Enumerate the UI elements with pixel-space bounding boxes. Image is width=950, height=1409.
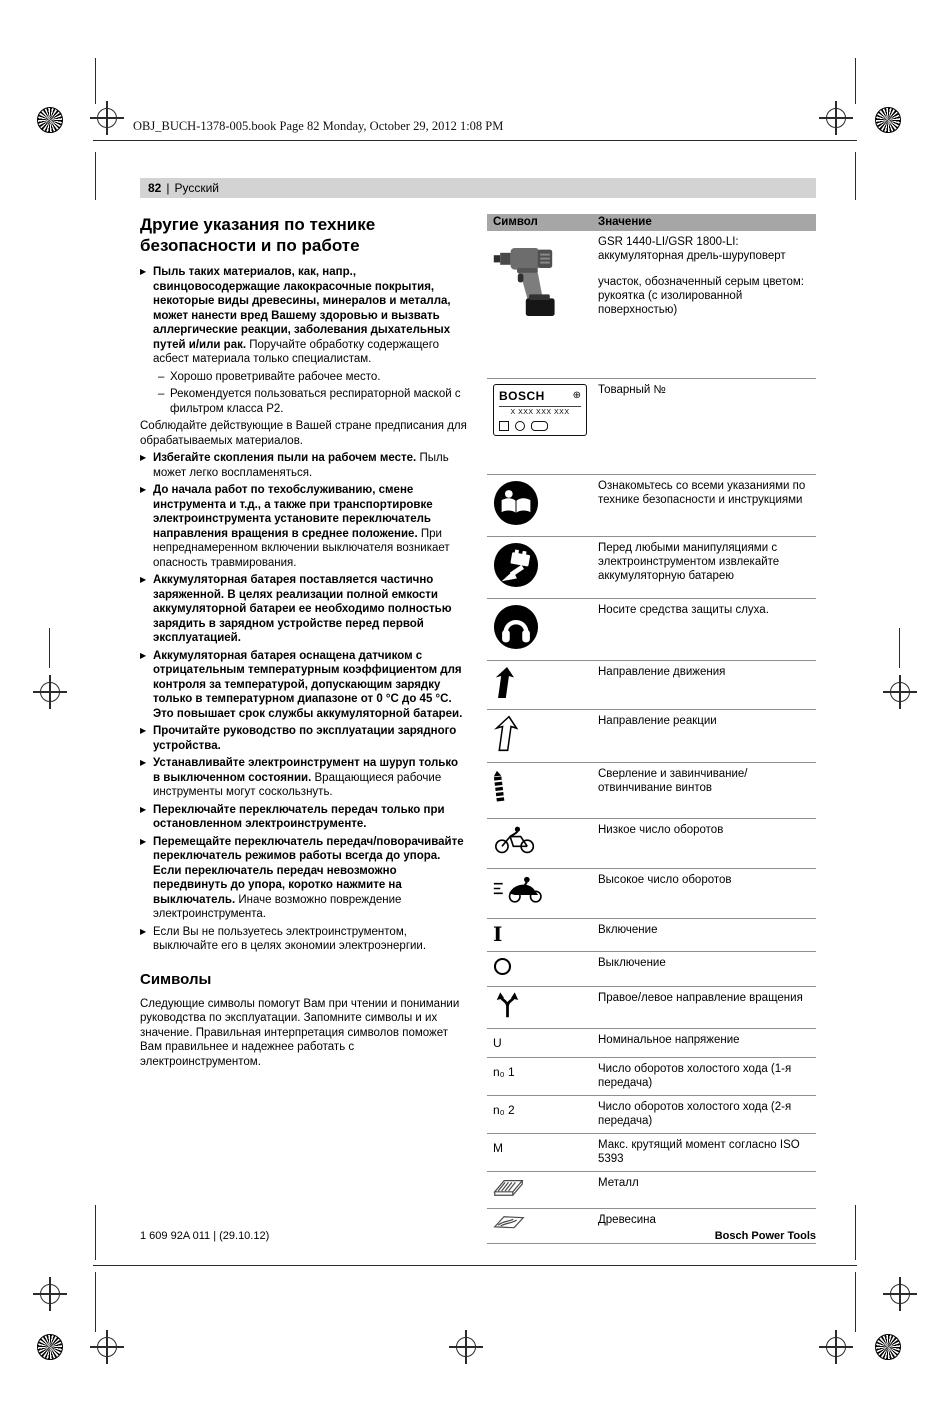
crop-line	[93, 140, 857, 141]
meaning-text: Носите средства защиты слуха.	[598, 604, 769, 616]
symbol-cell	[487, 1058, 598, 1095]
table-header-meaning: Значение	[598, 216, 652, 228]
page-header	[140, 178, 816, 198]
arrow-solid-icon	[493, 686, 517, 703]
meaning-cell	[598, 379, 816, 474]
meaning-cell	[598, 869, 816, 918]
remove-battery-icon	[493, 575, 539, 592]
registration-target-icon	[449, 1330, 483, 1364]
safety-item-text: Избегайте скопления пыли на рабочем месте. Пыль может легко воспламеняться.	[153, 452, 449, 479]
crop-line	[93, 1265, 857, 1266]
bullet-marker-icon: ▶	[140, 836, 147, 846]
meaning-cell	[598, 1029, 816, 1057]
safety-item-text: Аккумуляторная батарея поставляется частично заряженной. В целях реализации полной емкости аккумуляторной батареи ее необходимо полностью зарядить в зарядном устройстве перед первой эксплуатацией.	[153, 574, 452, 644]
page-header-separator: |	[166, 181, 170, 195]
meaning-cell	[598, 919, 816, 951]
meaning-text: Сверление и завинчивание/отвинчивание винтов	[598, 768, 748, 794]
circle-icon	[515, 421, 525, 431]
registration-pinwheel-icon	[875, 1334, 901, 1360]
registration-pinwheel-icon	[875, 107, 901, 133]
registration-target-icon	[90, 1330, 124, 1364]
registration-target-icon	[819, 101, 853, 135]
meaning-cell	[598, 1058, 816, 1095]
motorcycle-fast-icon	[493, 890, 543, 907]
meaning-text: Включение	[598, 924, 658, 936]
symbol-cell	[487, 987, 598, 1028]
serial-number: X XXX XXX XXX	[499, 406, 581, 416]
crop-line	[899, 628, 900, 668]
meaning-text: GSR 1440-LI/GSR 1800-LI: аккумуляторная дрель-шуруповерт	[598, 236, 786, 262]
crop-line	[855, 58, 856, 104]
crop-line	[95, 58, 96, 104]
symbol-text: I	[493, 922, 503, 946]
crop-line	[855, 1205, 856, 1260]
symbol-cell	[487, 710, 598, 762]
safety-item-text: До начала работ по техобслуживанию, смене инструмента и т.д., а также при транспортировке электроинструмента установите переключатель направления вращения в среднее положение. При непреднамеренном включении выключателя возникает опасность травмирования.	[153, 484, 450, 569]
registration-pinwheel-icon	[37, 107, 63, 133]
meaning-text: Направление реакции	[598, 715, 717, 727]
symbol-text: n₀ 2	[493, 1103, 515, 1117]
symbol-row	[487, 475, 816, 537]
symbol-row	[487, 1172, 816, 1209]
meaning-cell	[598, 710, 816, 762]
registration-target-icon	[883, 675, 917, 709]
symbol-cell	[487, 599, 598, 660]
safety-item	[140, 451, 468, 480]
safety-item	[140, 387, 468, 416]
safety-item-text: Пыль таких материалов, как, напр., свинцовосодержащие лакокрасочные покрытия, некоторые виды древесины, минералов и металла, может нанести вред Вашему здоровью и вызвать аллергические реакции, заболевания дыхательных путей и/или рак. Поручайте обработку содержащего асбест материала только специалистам.	[153, 266, 451, 365]
safety-item-text: Устанавливайте электроинструмент на шуруп только в выключенном состоянии. Вращающиеся рабочие инструменты могут соскользнуть.	[153, 757, 458, 798]
brand-footer: Bosch Power Tools	[714, 1230, 816, 1242]
page-number: 82	[148, 181, 162, 195]
meaning-text: Товарный №	[598, 384, 666, 396]
symbol-cell	[487, 231, 598, 378]
bicycle-slow-icon	[493, 841, 537, 858]
rounded-rect-icon	[531, 421, 548, 431]
left-column	[140, 214, 468, 1069]
safety-item	[140, 803, 468, 832]
symbol-cell	[487, 1029, 598, 1057]
safety-item	[140, 370, 468, 385]
metal-icon	[493, 1185, 524, 1202]
meaning-text: Правое/левое направление вращения	[598, 992, 803, 1004]
symbol-row	[487, 599, 816, 661]
meaning-cell	[598, 475, 816, 536]
safety-item	[140, 419, 468, 448]
rotation-y-icon	[493, 1005, 522, 1022]
symbol-row	[487, 819, 816, 869]
symbol-row	[487, 763, 816, 819]
symbols-intro: Следующие символы помогут Вам при чтении и понимании руководства по эксплуатации. Запомните символы и их значение. Правильная интерпретация символов поможет Вам правильнее и надежнее работать с электроинструментом.	[140, 997, 460, 1068]
meaning-cell	[598, 1096, 816, 1133]
type-plate	[493, 384, 587, 436]
meaning-text: Перед любыми манипуляциями с электроинструментом извлекайте аккумуляторную батарею	[598, 542, 780, 582]
bullet-marker-icon: ▶	[140, 650, 147, 660]
meaning-text: Выключение	[598, 957, 666, 969]
symbol-row	[487, 661, 816, 710]
registration-target-icon	[819, 1330, 853, 1364]
safety-item	[140, 649, 468, 722]
safety-item-text: Если Вы не пользуетесь электроинструментом, выключайте его в целях экономии электроэнергии.	[153, 925, 427, 952]
safety-item-text: Соблюдайте действующие в Вашей стране предписания для обрабатываемых материалов.	[140, 420, 467, 447]
bullet-marker-icon: ▶	[140, 267, 147, 276]
registration-target-icon	[33, 1277, 67, 1311]
symbol-cell	[487, 1096, 598, 1133]
meaning-cell	[598, 952, 816, 986]
crop-line	[49, 628, 50, 668]
meaning-cell	[598, 231, 816, 378]
symbol-cell	[487, 919, 598, 951]
symbol-row	[487, 231, 816, 379]
safety-item	[140, 835, 468, 922]
bullet-marker-icon: ▶	[140, 485, 147, 494]
symbols-table	[487, 214, 816, 1244]
bullet-marker-icon: ▶	[140, 758, 147, 767]
arrow-outline-icon	[493, 739, 519, 756]
meaning-text: Номинальное напряжение	[598, 1034, 740, 1046]
safety-item-text: Рекомендуется пользоваться респираторной маской с фильтром класса P2.	[170, 388, 461, 415]
symbol-row	[487, 537, 816, 599]
bullet-marker-icon: ▶	[140, 926, 147, 936]
safety-item-text: Аккумуляторная батарея оснащена датчиком с отрицательным температурным коэффициентом для контроля за температурой, допускающим зарядку только в температурном диапазоне от 0 °C до 45 °C. Это повышает срок службы аккумуляторной батареи.	[153, 649, 463, 720]
safety-list	[140, 265, 468, 954]
bullet-marker-icon: ▶	[140, 575, 147, 584]
meaning-text: Высокое число оборотов	[598, 874, 732, 886]
drill-icon	[493, 307, 557, 324]
safety-item	[140, 756, 468, 800]
meaning-cell	[598, 599, 816, 660]
bullet-marker-icon: ▶	[140, 804, 147, 814]
circle-o-icon	[493, 963, 512, 980]
symbol-cell	[487, 661, 598, 709]
page-language: Русский	[174, 181, 220, 195]
symbol-row	[487, 952, 816, 987]
symbol-row	[487, 919, 816, 952]
symbol-cell	[487, 1134, 598, 1171]
symbol-cell	[487, 537, 598, 598]
symbol-text: n₀ 1	[493, 1065, 515, 1079]
crop-line	[95, 1272, 96, 1332]
bullet-marker-icon: ▶	[140, 453, 147, 462]
ear-protection-icon	[493, 637, 539, 654]
page-footer	[140, 1230, 816, 1242]
meaning-cell	[598, 819, 816, 868]
brand-text: BOSCH	[499, 389, 545, 403]
page-content	[140, 178, 816, 1244]
symbol-row	[487, 1058, 816, 1096]
drill-bit-icon	[493, 795, 505, 812]
symbol-text: U	[493, 1036, 502, 1050]
symbol-row	[487, 1096, 816, 1134]
safety-item	[140, 483, 468, 570]
symbol-cell	[487, 869, 598, 918]
symbol-row	[487, 987, 816, 1029]
safety-item-text: Прочитайте руководство по эксплуатации зарядного устройства.	[153, 725, 457, 752]
crop-line	[95, 1205, 96, 1260]
dash-marker-icon: –	[158, 388, 165, 400]
symbol-row	[487, 710, 816, 763]
bullet-marker-icon: ▶	[140, 726, 147, 735]
meaning-text: Число оборотов холостого хода (2-я передача)	[598, 1101, 792, 1127]
registration-target-icon	[33, 675, 67, 709]
bosch-label-icon	[493, 384, 594, 436]
meaning-text: участок, обозначенный серым цветом: рукоятка (с изолированной поверхностью)	[598, 276, 804, 316]
section-title-safety: Другие указания по технике безопасности и по работе	[140, 215, 376, 255]
reg-symbol-icon: ⊕	[572, 390, 581, 401]
meaning-cell	[598, 987, 816, 1028]
symbol-row	[487, 379, 816, 475]
meaning-text: Ознакомьтесь со всеми указаниями по технике безопасности и инструкциями	[598, 480, 806, 506]
symbol-text: M	[493, 1141, 503, 1155]
symbol-row	[487, 1134, 816, 1172]
read-manual-icon	[493, 513, 539, 530]
meaning-cell	[598, 537, 816, 598]
registration-pinwheel-icon	[37, 1334, 63, 1360]
meaning-text: Направление движения	[598, 666, 726, 678]
safety-item	[140, 573, 468, 646]
symbol-cell	[487, 819, 598, 868]
symbol-cell	[487, 475, 598, 536]
meaning-text: Металл	[598, 1177, 639, 1189]
meaning-cell	[598, 661, 816, 709]
dash-marker-icon: –	[158, 370, 165, 383]
square-icon	[499, 421, 509, 431]
safety-item-text: Хорошо проветривайте рабочее место.	[170, 370, 381, 383]
symbol-cell	[487, 1172, 598, 1208]
meaning-text: Число оборотов холостого хода (1-я передача)	[598, 1063, 792, 1089]
meaning-text: Древесина	[598, 1214, 656, 1226]
table-header-symbol: Символ	[493, 216, 538, 228]
crop-line	[855, 152, 856, 200]
safety-item	[140, 724, 468, 753]
meaning-cell	[598, 1134, 816, 1171]
section-title-symbols: Символы	[140, 970, 212, 988]
symbol-cell	[487, 952, 598, 986]
meaning-cell	[598, 763, 816, 818]
document-number: 1 609 92A 011 | (29.10.12)	[140, 1230, 270, 1242]
meaning-text: Макс. крутящий момент согласно ISO 5393	[598, 1139, 800, 1165]
symbol-cell	[487, 379, 598, 474]
symbol-cell	[487, 763, 598, 818]
registration-target-icon	[90, 101, 124, 135]
table-header-row	[487, 214, 816, 231]
crop-line	[95, 152, 96, 200]
print-job-header: OBJ_BUCH-1378-005.book Page 82 Monday, October 29, 2012 1:08 PM	[133, 119, 504, 133]
crop-line	[855, 1272, 856, 1332]
safety-item-text: Переключайте переключатель передач только при остановленном электроинструменте.	[153, 803, 445, 830]
symbol-row	[487, 869, 816, 919]
safety-item	[140, 265, 468, 367]
symbol-row	[487, 1029, 816, 1058]
safety-item	[140, 925, 468, 954]
meaning-text: Низкое число оборотов	[598, 824, 724, 836]
meaning-cell	[598, 1172, 816, 1208]
registration-target-icon	[883, 1277, 917, 1311]
safety-item-text: Перемещайте переключатель передач/поворачивайте переключатель режимов работы всегда до упора. Если переключатель передач невозможно передвинуть до упора, коротко нажмите на выключатель. Иначе возможно повреждение электроинструмента.	[153, 835, 464, 920]
table-body	[487, 231, 816, 1244]
